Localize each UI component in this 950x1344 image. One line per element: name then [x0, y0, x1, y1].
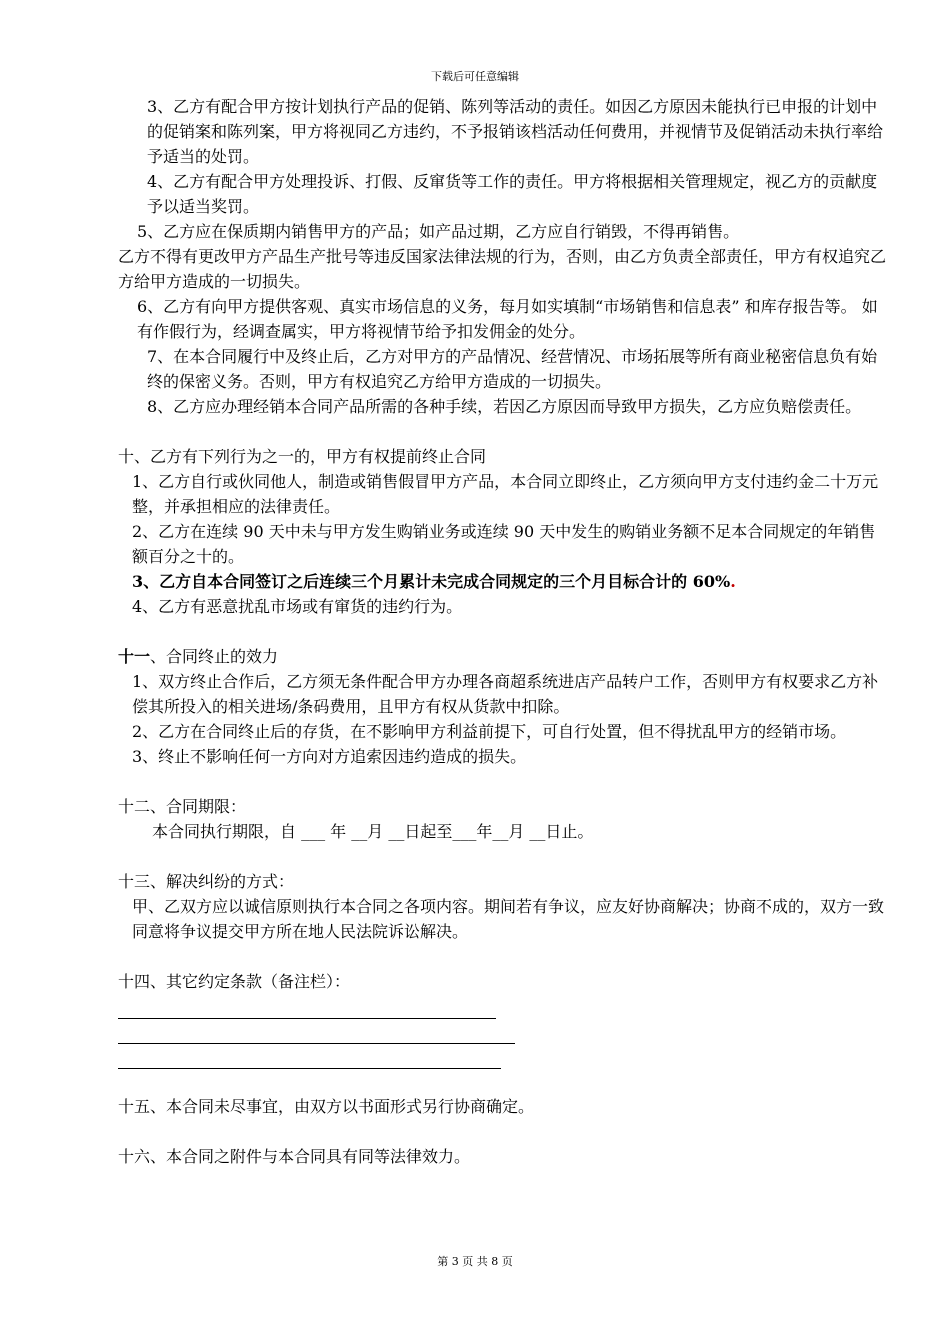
spacer [118, 619, 890, 644]
remarks-blank-line-2[interactable] [118, 1019, 515, 1044]
spacer [118, 1069, 890, 1094]
clause-13-dispute: 甲、乙双方应以诚信原则执行本合同之各项内容。期间若有争议，应友好协商解决；协商不成的，双方一致同意将争议提交甲方所在地人民法院诉讼解决。 [132, 897, 885, 941]
clause-11-2: 2、乙方在合同终止后的存货，在不影响甲方利益前提下，可自行处置，但不得扰乱甲方的经销市场。 [132, 722, 847, 741]
section-14-heading: 十四、其它约定条款（备注栏）： [118, 972, 351, 991]
clause-11-1: 1、双方终止合作后，乙方须无条件配合甲方办理各商超系统进店产品转户工作，否则甲方有权要求乙方补偿其所投入的相关进场/条码费用，且甲方有权从货款中扣除。 [132, 672, 879, 716]
clause-9-7: 7、在本合同履行中及终止后，乙方对甲方的产品情况、经营情况、市场拓展等所有商业秘密信息负有始终的保密义务。否则，甲方有权追究乙方给甲方造成的一切损失。 [147, 347, 878, 391]
spacer [118, 769, 890, 794]
clause-10-3-text: 3、乙方自本合同签订之后连续三个月累计未完成合同规定的三个月目标合计的 60% [132, 572, 731, 591]
contract-body [118, 94, 890, 1169]
spacer [118, 944, 890, 969]
clause-12-term: 本合同执行期限，自 ___ 年 __月 __日起至___年__月 __日止。 [152, 822, 594, 841]
section-15: 十五、本合同未尽事宜，由双方以书面形式另行协商确定。 [118, 1097, 535, 1116]
section-11-heading [118, 644, 890, 669]
section-10-heading: 十、乙方有下列行为之一的，甲方有权提前终止合同 [118, 447, 487, 466]
section-11-number: 十一 [118, 647, 151, 666]
clause-9-5b: 乙方不得有更改甲方产品生产批号等违反国家法律法规的行为，否则，由乙方负责全部责任，甲方有权追究乙方给甲方造成的一切损失。 [118, 247, 887, 291]
clause-10-3-period: . [730, 572, 736, 591]
clause-11-3: 3、终止不影响任何一方向对方追索因违约造成的损失。 [132, 747, 527, 766]
clause-9-6: 6、乙方有向甲方提供客观、真实市场信息的义务，每月如实填制“市场销售和信息表” 和库存报告等。 如有作假行为，经调查属实，甲方将视情节给予扣发佣金的处分。 [137, 297, 878, 341]
page-header: 下载后可任意编辑 [431, 70, 519, 83]
section-11-title: 、合同终止的效力 [150, 647, 279, 666]
clause-9-8: 8、乙方应办理经销本合同产品所需的各种手续，若因乙方原因而导致甲方损失，乙方应负赔偿责任。 [147, 397, 862, 416]
clause-10-4: 4、乙方有恶意扰乱市场或有窜货的违约行为。 [132, 597, 463, 616]
section-12-heading: 十二、合同期限： [118, 797, 247, 816]
clause-10-3 [118, 569, 890, 594]
spacer [118, 1119, 890, 1144]
section-16: 十六、本合同之附件与本合同具有同等法律效力。 [118, 1147, 471, 1166]
spacer [118, 844, 890, 869]
clause-10-2: 2、乙方在连续 90 天中未与甲方发生购销业务或连续 90 天中发生的购销业务额不足本合同规定的年销售额百分之十的。 [132, 522, 876, 566]
section-13-heading: 十三、解决纠纷的方式： [118, 872, 295, 891]
remarks-blank-line-3[interactable] [118, 1044, 501, 1069]
page-footer: 第 3 页 共 8 页 [437, 1255, 513, 1268]
spacer [118, 419, 890, 444]
remarks-blank-line-1[interactable] [118, 994, 496, 1019]
clause-9-5a: 5、乙方应在保质期内销售甲方的产品；如产品过期，乙方应自行销毁，不得再销售。 [137, 222, 740, 241]
clause-10-1: 1、乙方自行或伙同他人，制造或销售假冒甲方产品，本合同立即终止，乙方须向甲方支付违约金二十万元整，并承担相应的法律责任。 [132, 472, 879, 516]
clause-9-3: 3、乙方有配合甲方按计划执行产品的促销、陈列等活动的责任。如因乙方原因未能执行已申报的计划中的促销案和陈列案，甲方将视同乙方违约，不予报销该档活动任何费用，并视情节及促销活动未执行率给予适当的处罚。 [147, 97, 884, 166]
clause-9-4: 4、乙方有配合甲方处理投诉、打假、反窜货等工作的责任。甲方将根据相关管理规定，视乙方的贡献度予以适当奖罚。 [147, 172, 878, 216]
